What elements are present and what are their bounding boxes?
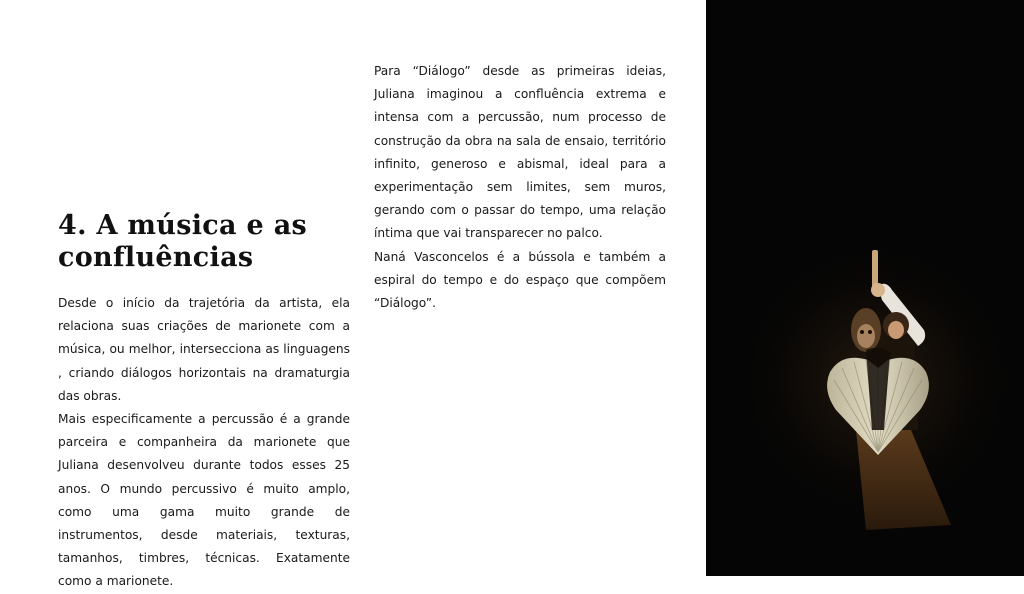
right-paragraph-1: Para “Diálogo” desde as primeiras ideias, Juliana imaginou a confluência extrema e intensa com a percussão, num processo de construção da obra na sala de ensaio, território infinito, generoso e abismal, ideal para a experimentação sem limites, sem muros, gerando com o passar do tempo, uma relação íntima que vai transparecer no palco. [374,64,666,241]
performance-photo [706,0,1024,576]
right-paragraph-2: Naná Vasconcelos é a bússola e também a espiral do tempo e do espaço que compõem “Diálogo”. [374,249,666,311]
left-paragraph-2: Mais especificamente a percussão é a grande parceira e companheira da marionete que Juliana desenvolveu durante todos esses 25 anos. O mundo percussivo é muito amplo, como uma gama muito grande de instrumentos, desde materiais, texturas, tamanhos, timbres, técnicas. Exatamente como a marionete. [58,412,350,589]
left-text-column [58,292,350,594]
section-heading [58,210,358,274]
left-paragraph-1: Desde o início da trajetória da artista, ela relaciona suas criações de marionete com a música, ou melhor, intersecciona as linguagens , criando diálogos horizontais na dramaturgia das obras. [58,296,350,403]
heading-line-1: 4. A música e as [58,210,307,241]
heading-line-2: confluências [58,242,254,273]
right-text-column [374,60,666,315]
puppeteer-stage-illustration [706,0,1024,576]
